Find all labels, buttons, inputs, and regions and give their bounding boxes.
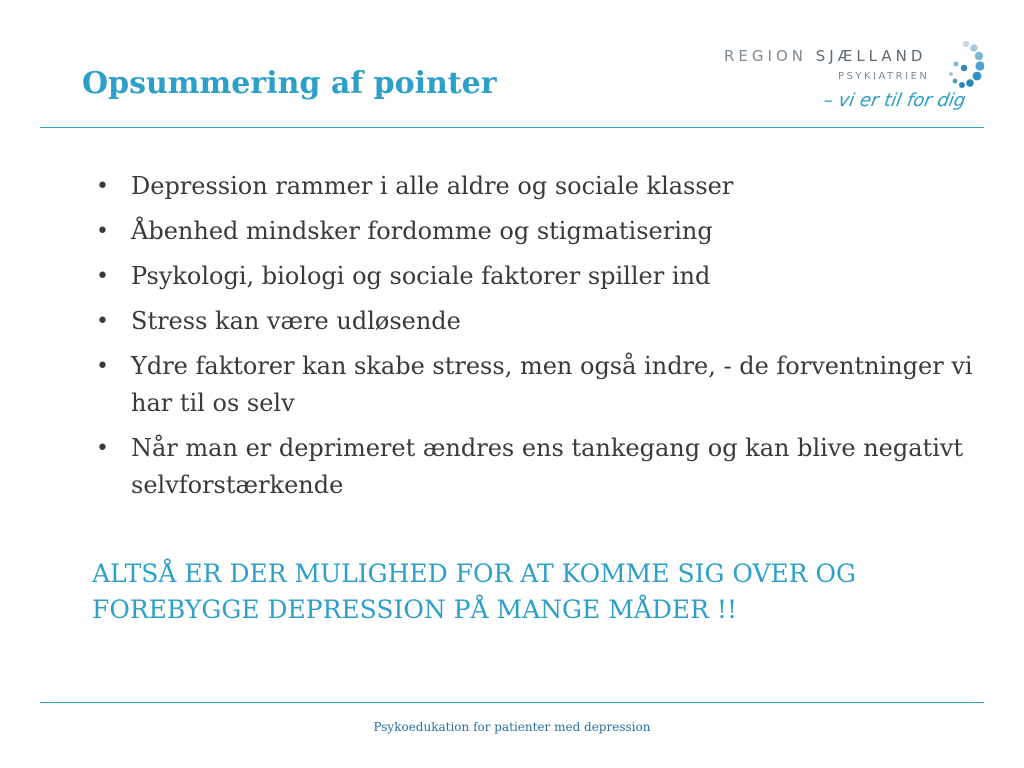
logo-region-text: [724, 47, 926, 65]
conclusion-text: ALTSÅ ER DER MULIGHED FOR AT KOMME SIG OVER OG FOREBYGGE DEPRESSION PÅ MANGE MÅDER !!: [92, 559, 856, 624]
bullet-marker: •: [96, 309, 109, 334]
bullet-text: Ydre faktorer kan skabe stress, men også indre, - de forventninger vi har til os selv: [131, 352, 973, 417]
bullet-marker: •: [96, 219, 109, 244]
logo-dots-icon: [942, 38, 984, 98]
bullet-text: Psykologi, biologi og sociale faktorer spiller ind: [131, 262, 711, 290]
header-divider: [40, 127, 984, 128]
slide-title: Opsummering af pointer: [82, 66, 497, 101]
bullet-item: [96, 430, 976, 504]
footer-divider: [40, 702, 984, 703]
bullet-item: [96, 348, 976, 422]
bullet-marker: •: [96, 174, 109, 199]
bullet-item: [96, 213, 976, 250]
bullet-marker: •: [96, 436, 109, 461]
bullet-item: [96, 168, 976, 205]
bullet-item: [96, 303, 976, 340]
bullet-marker: •: [96, 354, 109, 379]
footer-text: Psykoedukation for patienter med depression: [373, 720, 651, 734]
logo-tagline: – vi er til for dig: [822, 90, 968, 111]
bullet-text: Åbenhed mindsker fordomme og stigmatisering: [131, 217, 713, 245]
logo-psykiatrien: PSYKIATRIEN: [838, 71, 930, 82]
bullet-text: Stress kan være udløsende: [131, 307, 461, 335]
bullet-text: Depression rammer i alle aldre og sociale klasser: [131, 172, 734, 200]
bullet-marker: •: [96, 264, 109, 289]
region-sjaelland-logo: [720, 38, 984, 128]
bullet-item: [96, 258, 976, 295]
logo-region-name: SJÆLLAND: [815, 47, 927, 65]
bullet-text: Når man er deprimeret ændres ens tankegang og kan blive negativt selvforstærkende: [131, 434, 964, 499]
bullet-list: [96, 168, 976, 512]
logo-region-word: REGION: [724, 47, 807, 65]
